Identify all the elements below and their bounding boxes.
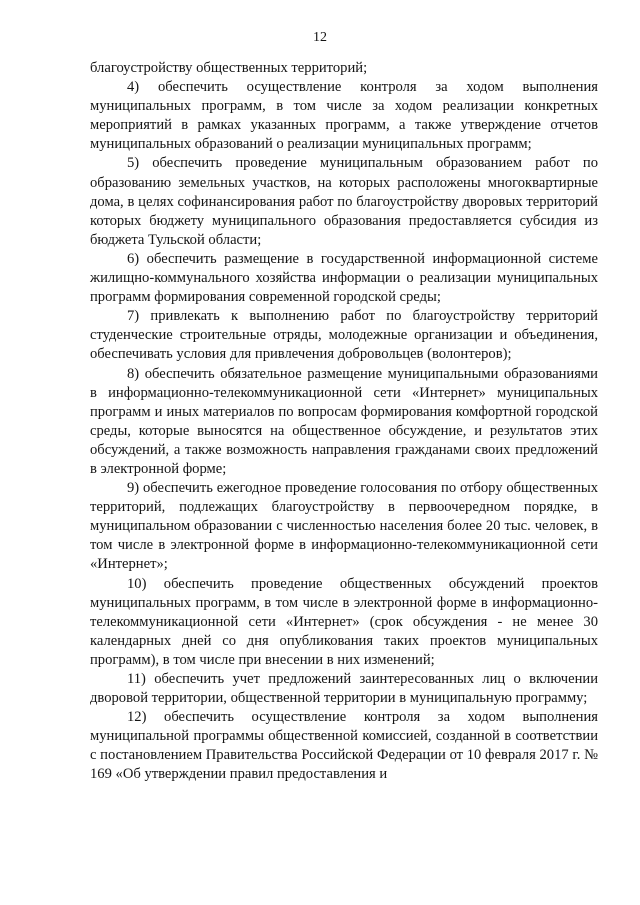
paragraph-item-4: 4) обеспечить осуществление контроля за ходом выполнения муниципальных программ, в том числе за ходом реализации конкретных мероприятий в рамках указанных программ, а также утверждение отчетов муниципальных образований о реализации муниципальных программ; (90, 79, 598, 153)
paragraph-item-7: 7) привлекать к выполнению работ по благоустройству территорий студенческие строительные отряды, молодежные организации и объединения, обеспечивать условия для привлечения добровольцев (волонтеров); (90, 308, 598, 363)
paragraph-item-6: 6) обеспечить размещение в государственной информационной системе жилищно-коммунального хозяйства информации о реализации муниципальных программ формирования современной городской среды; (90, 250, 598, 306)
paragraph-item-9: 9) обеспечить ежегодное проведение голосования по отбору общественных территорий, подлежащих благоустройству в первоочередном порядке, в муниципальном образовании с численностью населения более 20 тыс. человек, в том числе в электронной форме в информационно-телекоммуникационной сети «Интернет»; (90, 480, 598, 573)
paragraph-item-12: 12) обеспечить осуществление контроля за ходом выполнения муниципальной программы общественной комиссией, созданной в соответствии с постановлением Правительства Российской Федерации от 10 февраля 2017 г. № 169 «Об утверждении правил предоставления и (90, 709, 598, 783)
paragraph-continuation: благоустройству общественных территорий; (90, 60, 368, 76)
paragraph-item-5: 5) обеспечить проведение муниципальным образованием работ по образованию земельных участков, на которых расположены многоквартирные дома, в целях софинансирования работ по благоустройству дворовых территорий которых бюджету муниципального образования предоставляется субсидия из бюджета Тульской области; (90, 155, 598, 248)
paragraph-item-10: 10) обеспечить проведение общественных обсуждений проектов муниципальных программ, в том числе в электронной форме в информационно-телекоммуникационной сети «Интернет» (срок обсуждения - не менее 30 календарных дней со дня опубликования таких проектов муниципальных программ), в том числе при внесении в них изменений; (90, 575, 598, 668)
paragraph-item-11: 11) обеспечить учет предложений заинтересованных лиц о включении дворовой территории, общественной территории в муниципальную программу; (90, 671, 598, 707)
page-number: 12 (313, 30, 327, 45)
paragraph-item-8: 8) обеспечить обязательное размещение муниципальными образованиями в информационно-телекоммуникационной сети «Интернет» муниципальных программ и иных материалов по вопросам формирования комфортной городской среды, которые выносятся на общественное обсуждение, и результатов этих обсуждений, а также возможность направления гражданами своих предложений в электронной форме; (90, 365, 598, 477)
document-body (90, 59, 598, 785)
